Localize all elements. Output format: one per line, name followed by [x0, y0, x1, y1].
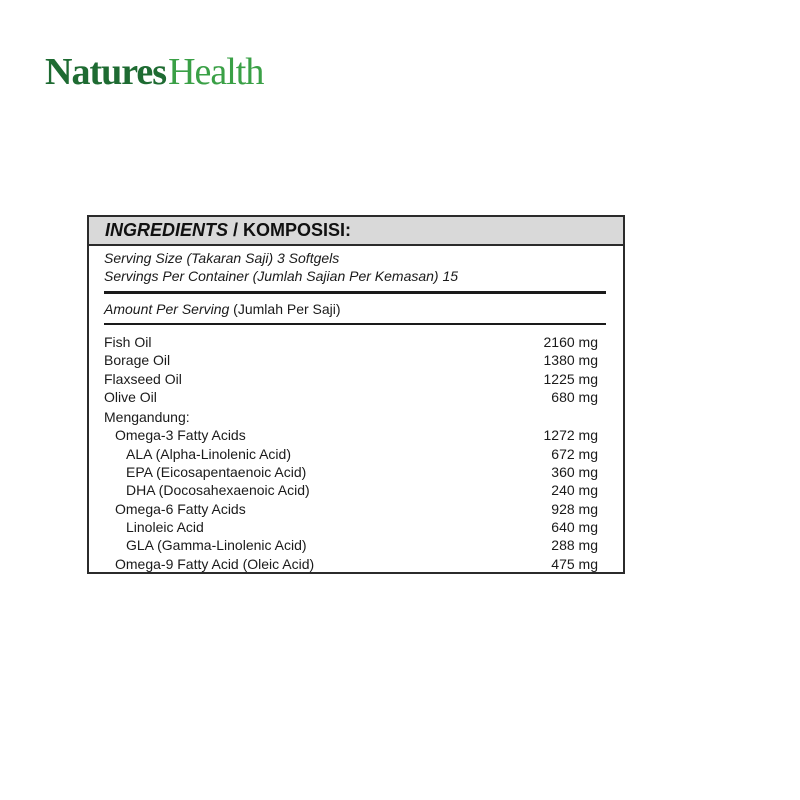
- ingredient-amount: 2160 mg: [543, 334, 598, 350]
- contains-label-row: [104, 408, 598, 426]
- nutrient-amount: 240 mg: [551, 482, 598, 499]
- panel-title-ingredients: INGREDIENTS: [105, 220, 229, 240]
- ingredient-row: [104, 351, 598, 369]
- nutrient-amount: 640 mg: [551, 518, 598, 535]
- nutrient-name: ALA (Alpha-Linolenic Acid): [126, 445, 291, 462]
- servings-per-container: Servings Per Container (Jumlah Sajian Per Kemasan) 15: [104, 268, 459, 284]
- ingredient-name: Fish Oil: [104, 334, 152, 350]
- nutrient-name: DHA (Docosahexaenoic Acid): [126, 482, 310, 499]
- brand-name-natures: Natures: [45, 51, 167, 93]
- nutrient-row: [104, 481, 598, 499]
- panel-body: [89, 246, 623, 573]
- nutrient-name: EPA (Eicosapentaenoic Acid): [126, 464, 307, 481]
- brand-name-health: Health: [168, 51, 264, 93]
- ingredient-row: [104, 370, 598, 388]
- nutrient-row: [104, 463, 598, 481]
- ingredient-name: Olive Oil: [104, 388, 157, 405]
- nutrient-name: Omega-3 Fatty Acids: [115, 427, 246, 444]
- ingredients-panel: [87, 215, 625, 574]
- nutrient-amount: 475 mg: [551, 555, 598, 572]
- ingredient-name: Flaxseed Oil: [104, 370, 182, 387]
- panel-title-komposisi: / KOMPOSISI:: [228, 220, 352, 240]
- ingredient-amount: 680 mg: [551, 388, 598, 405]
- panel-title: [89, 217, 623, 246]
- ingredient-list: [104, 325, 603, 573]
- ingredient-name: Borage Oil: [104, 352, 171, 369]
- nutrient-row: [104, 426, 598, 444]
- nutrient-name: GLA (Gamma-Linolenic Acid): [126, 537, 307, 554]
- nutrient-name: Linoleic Acid: [126, 518, 204, 535]
- amount-per-serving-label: Amount Per Serving: [104, 301, 230, 317]
- amount-per-serving-translation: (Jumlah Per Saji): [229, 301, 341, 317]
- nutrient-row: [104, 536, 598, 554]
- serving-info: [104, 246, 603, 285]
- ingredient-row: [104, 333, 598, 351]
- nutrient-amount: 360 mg: [551, 464, 598, 481]
- nutrient-row: [104, 555, 598, 573]
- ingredient-row: [104, 388, 598, 406]
- nutrient-amount: 672 mg: [551, 445, 598, 462]
- nutrient-amount: 1272 mg: [543, 427, 598, 444]
- brand-logo: [45, 50, 263, 94]
- ingredient-amount: 1225 mg: [543, 370, 598, 387]
- ingredient-amount: 1380 mg: [543, 352, 598, 369]
- nutrient-amount: 288 mg: [551, 537, 598, 554]
- contains-label: Mengandung:: [104, 409, 190, 426]
- nutrient-amount: 928 mg: [551, 500, 598, 517]
- nutrient-name: Omega-6 Fatty Acids: [115, 500, 246, 517]
- nutrient-name: Omega-9 Fatty Acid (Oleic Acid): [115, 555, 315, 572]
- nutrient-row: [104, 500, 598, 518]
- nutrient-row: [104, 518, 598, 536]
- serving-size: Serving Size (Takaran Saji) 3 Softgels: [104, 250, 340, 266]
- amount-per-serving: [104, 294, 603, 323]
- nutrient-row: [104, 445, 598, 463]
